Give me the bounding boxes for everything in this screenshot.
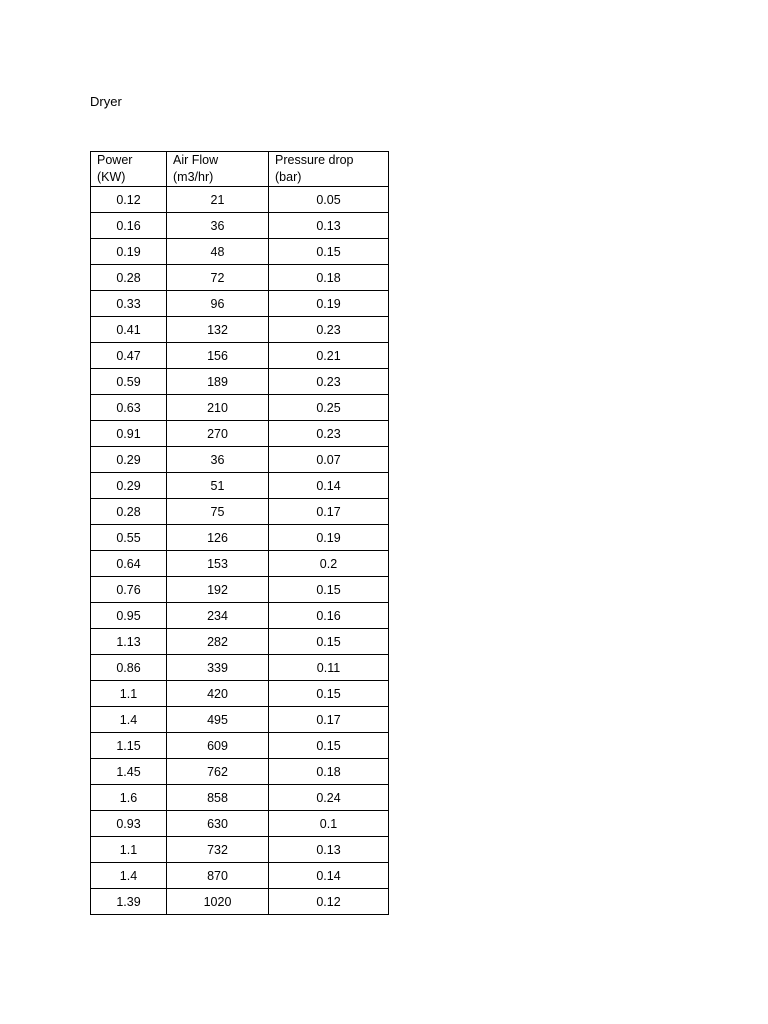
cell-power: 0.28	[91, 265, 167, 291]
cell-air-flow: 495	[167, 707, 269, 733]
cell-pressure-drop: 0.14	[269, 863, 389, 889]
cell-power: 1.4	[91, 707, 167, 733]
cell-pressure-drop: 0.23	[269, 369, 389, 395]
table-row	[91, 837, 389, 863]
table-row	[91, 525, 389, 551]
table-row	[91, 863, 389, 889]
cell-air-flow: 339	[167, 655, 269, 681]
cell-air-flow: 234	[167, 603, 269, 629]
header-row	[91, 152, 389, 187]
dryer-data-table	[90, 151, 389, 915]
cell-power: 0.95	[91, 603, 167, 629]
cell-pressure-drop: 0.05	[269, 187, 389, 213]
cell-power: 1.15	[91, 733, 167, 759]
cell-power: 1.1	[91, 681, 167, 707]
cell-power: 0.29	[91, 473, 167, 499]
table-body	[91, 187, 389, 915]
table-row	[91, 291, 389, 317]
cell-pressure-drop: 0.07	[269, 447, 389, 473]
cell-pressure-drop: 0.25	[269, 395, 389, 421]
table-row	[91, 213, 389, 239]
cell-pressure-drop: 0.23	[269, 421, 389, 447]
header-air-flow-label: Air Flow	[173, 153, 219, 167]
header-power-unit: (KW)	[97, 170, 126, 184]
table-row	[91, 239, 389, 265]
cell-air-flow: 609	[167, 733, 269, 759]
cell-air-flow: 51	[167, 473, 269, 499]
cell-air-flow: 75	[167, 499, 269, 525]
cell-power: 1.13	[91, 629, 167, 655]
cell-power: 0.93	[91, 811, 167, 837]
cell-pressure-drop: 0.23	[269, 317, 389, 343]
table-row	[91, 473, 389, 499]
cell-power: 0.91	[91, 421, 167, 447]
cell-pressure-drop: 0.2	[269, 551, 389, 577]
cell-air-flow: 858	[167, 785, 269, 811]
cell-power: 0.59	[91, 369, 167, 395]
cell-pressure-drop: 0.13	[269, 213, 389, 239]
table-row	[91, 369, 389, 395]
cell-power: 0.55	[91, 525, 167, 551]
cell-power: 0.86	[91, 655, 167, 681]
cell-pressure-drop: 0.19	[269, 291, 389, 317]
cell-power: 1.39	[91, 889, 167, 915]
cell-air-flow: 36	[167, 447, 269, 473]
cell-air-flow: 156	[167, 343, 269, 369]
cell-power: 0.12	[91, 187, 167, 213]
cell-power: 0.63	[91, 395, 167, 421]
cell-power: 0.29	[91, 447, 167, 473]
table-row	[91, 447, 389, 473]
table-row	[91, 655, 389, 681]
cell-air-flow: 36	[167, 213, 269, 239]
cell-power: 0.47	[91, 343, 167, 369]
cell-pressure-drop: 0.17	[269, 707, 389, 733]
cell-pressure-drop: 0.14	[269, 473, 389, 499]
cell-air-flow: 153	[167, 551, 269, 577]
cell-air-flow: 762	[167, 759, 269, 785]
cell-power: 0.33	[91, 291, 167, 317]
cell-power: 0.76	[91, 577, 167, 603]
cell-air-flow: 732	[167, 837, 269, 863]
cell-pressure-drop: 0.18	[269, 759, 389, 785]
table-row	[91, 499, 389, 525]
header-air-flow-unit: (m3/hr)	[173, 170, 214, 184]
cell-air-flow: 48	[167, 239, 269, 265]
header-pressure-drop-unit: (bar)	[275, 170, 302, 184]
table-header	[91, 152, 389, 187]
cell-power: 0.41	[91, 317, 167, 343]
cell-air-flow: 870	[167, 863, 269, 889]
table-row	[91, 317, 389, 343]
table-row	[91, 265, 389, 291]
table-row	[91, 785, 389, 811]
cell-air-flow: 72	[167, 265, 269, 291]
cell-air-flow: 21	[167, 187, 269, 213]
table-row	[91, 707, 389, 733]
cell-air-flow: 189	[167, 369, 269, 395]
header-pressure-drop-label: Pressure drop	[275, 153, 354, 167]
cell-power: 1.1	[91, 837, 167, 863]
table-row	[91, 343, 389, 369]
cell-air-flow: 630	[167, 811, 269, 837]
cell-pressure-drop: 0.15	[269, 577, 389, 603]
header-air-flow	[167, 152, 269, 187]
cell-power: 0.19	[91, 239, 167, 265]
cell-air-flow: 96	[167, 291, 269, 317]
cell-air-flow: 192	[167, 577, 269, 603]
header-power	[91, 152, 167, 187]
table-row	[91, 421, 389, 447]
table-row	[91, 811, 389, 837]
table-row	[91, 603, 389, 629]
cell-air-flow: 126	[167, 525, 269, 551]
cell-power: 0.64	[91, 551, 167, 577]
table-row	[91, 759, 389, 785]
cell-power: 0.28	[91, 499, 167, 525]
cell-air-flow: 210	[167, 395, 269, 421]
table-row	[91, 551, 389, 577]
header-pressure-drop	[269, 152, 389, 187]
cell-power: 1.4	[91, 863, 167, 889]
cell-pressure-drop: 0.15	[269, 733, 389, 759]
table-row	[91, 889, 389, 915]
cell-pressure-drop: 0.16	[269, 603, 389, 629]
cell-pressure-drop: 0.1	[269, 811, 389, 837]
cell-power: 0.16	[91, 213, 167, 239]
cell-pressure-drop: 0.21	[269, 343, 389, 369]
cell-pressure-drop: 0.12	[269, 889, 389, 915]
table-row	[91, 681, 389, 707]
cell-air-flow: 282	[167, 629, 269, 655]
cell-air-flow: 1020	[167, 889, 269, 915]
cell-pressure-drop: 0.15	[269, 629, 389, 655]
table-row	[91, 577, 389, 603]
cell-air-flow: 420	[167, 681, 269, 707]
cell-pressure-drop: 0.19	[269, 525, 389, 551]
cell-pressure-drop: 0.15	[269, 239, 389, 265]
cell-pressure-drop: 0.13	[269, 837, 389, 863]
cell-pressure-drop: 0.18	[269, 265, 389, 291]
cell-pressure-drop: 0.17	[269, 499, 389, 525]
cell-power: 1.6	[91, 785, 167, 811]
table-row	[91, 629, 389, 655]
table-row	[91, 395, 389, 421]
cell-air-flow: 270	[167, 421, 269, 447]
table-row	[91, 187, 389, 213]
cell-pressure-drop: 0.11	[269, 655, 389, 681]
header-power-label: Power	[97, 153, 133, 167]
table-row	[91, 733, 389, 759]
cell-pressure-drop: 0.15	[269, 681, 389, 707]
document-title: Dryer	[90, 94, 122, 109]
cell-power: 1.45	[91, 759, 167, 785]
cell-air-flow: 132	[167, 317, 269, 343]
cell-pressure-drop: 0.24	[269, 785, 389, 811]
